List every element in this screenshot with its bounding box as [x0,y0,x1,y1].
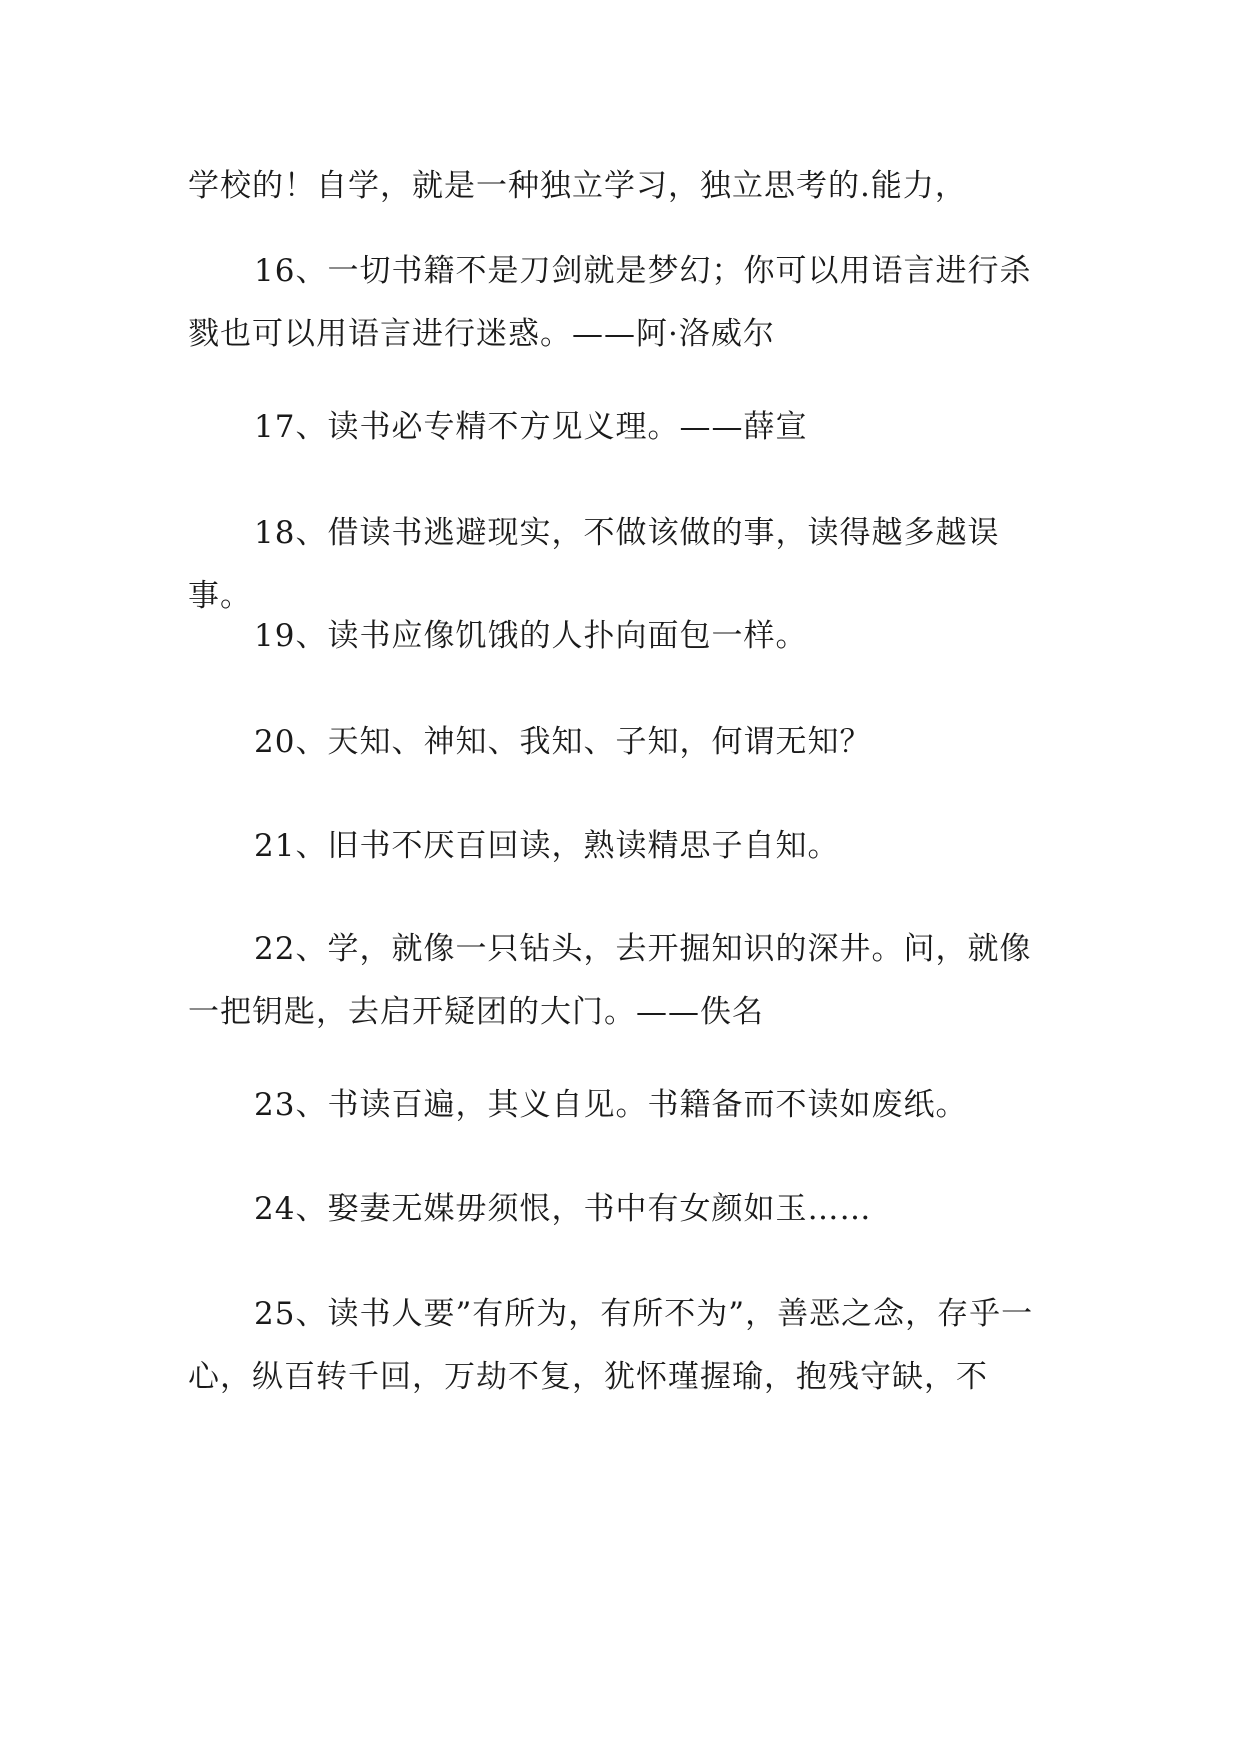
quote-22: 22、学，就像一只钻头，去开掘知识的深井。问，就像一把钥匙，去启开疑团的大门。——佚名 [188,931,1032,1030]
quote-18: 18、借读书逃避现实，不做该做的事，读得越多越误事。 [188,515,1000,614]
quote-25: 25、读书人要”有所为，有所不为”，善恶之念，存乎一心，纵百转千回，万劫不复，犹怀瑾握瑜，抱残守缺，不 [188,1296,1034,1395]
quote-19: 19、读书应像饥饿的人扑向面包一样。 [254,618,808,654]
quote-16: 16、一切书籍不是刀剑就是梦幻；你可以用语言进行杀戮也可以用语言进行迷惑。——阿·洛威尔 [188,253,1032,352]
quote-23: 23、书读百遍，其义自见。书籍备而不读如废纸。 [254,1087,968,1123]
quote-20: 20、天知、神知、我知、子知，何谓无知？ [254,724,872,760]
quote-21: 21、旧书不厌百回读，熟读精思子自知。 [254,828,840,864]
paragraph-continuation: 学校的！自学，就是一种独立学习，独立思考的.能力， [188,168,967,204]
quote-24: 24、娶妻无媒毋须恨，书中有女颜如玉…… [254,1191,872,1227]
quote-17: 17、读书必专精不方见义理。——薛宣 [254,409,808,445]
